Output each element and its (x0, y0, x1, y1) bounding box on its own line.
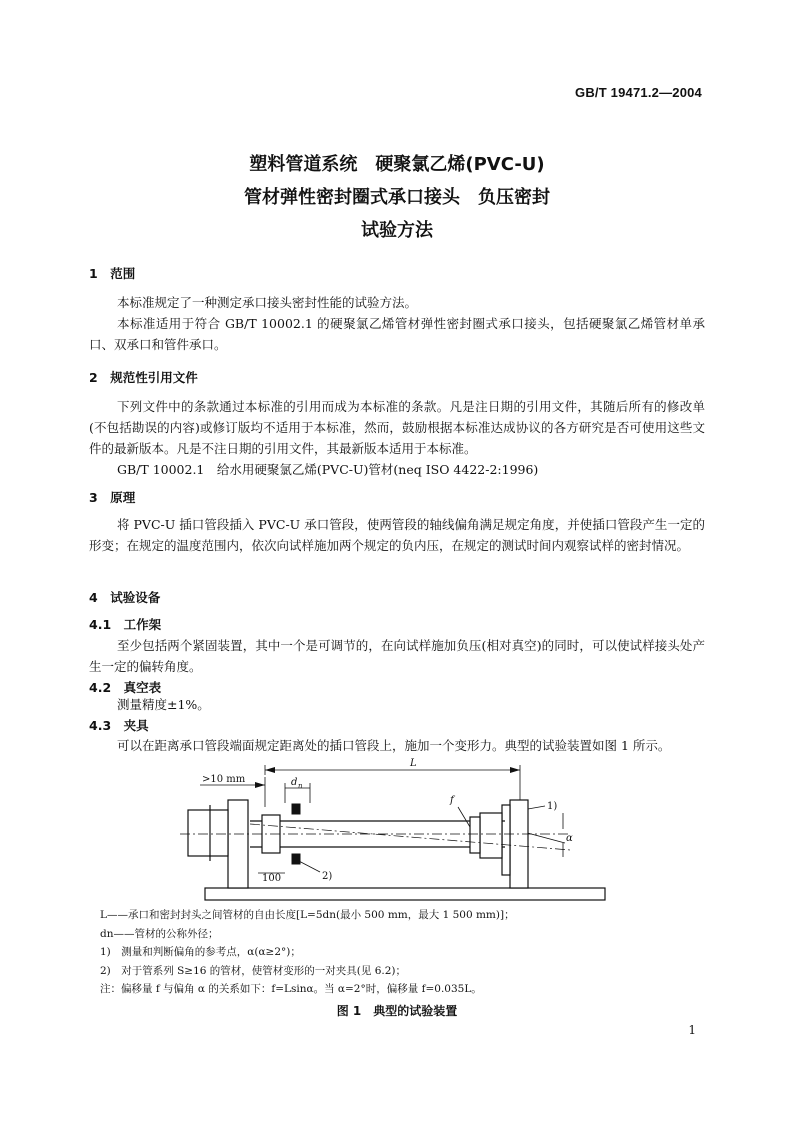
title-line-3: 试验方法 (361, 220, 433, 241)
section-2-body (89, 396, 705, 480)
section-2-reference: GB/T 10002.1 给水用硬聚氯乙烯(PVC-U)管材(neq ISO 4422-2:1996) (117, 462, 539, 477)
section-4-1-body (89, 635, 705, 677)
title-line-1: 塑料管道系统 硬聚氯乙烯(PVC-U) (249, 154, 545, 175)
legend-dn: dn——管材的公称外径； (100, 927, 219, 940)
document-title (0, 148, 794, 247)
section-3-heading: 3 原理 (89, 490, 136, 505)
section-4-3-heading: 4.3 夹具 (89, 718, 149, 733)
section-3-body (89, 514, 705, 556)
label-f: f (450, 795, 454, 806)
section-2-heading: 2 规范性引用文件 (89, 370, 198, 385)
figure-legend (100, 906, 710, 999)
apparatus-frame (188, 800, 605, 900)
section-4-2-para: 测量精度±1%。 (117, 697, 210, 712)
legend-note-1: 1) 测量和判断偏角的参考点，α(α≥2°)； (100, 946, 301, 958)
section-4-3-para: 可以在距离承口管段端面规定距离处的插口管段上，施加一个变形力。典型的试验装置如图 1 所示。 (117, 738, 671, 753)
label-alpha: α (566, 833, 573, 844)
section-4-heading: 4 试验设备 (89, 590, 161, 605)
section-4-2-body (89, 694, 705, 715)
section-1-body (89, 292, 705, 355)
figure-caption: 图 1 典型的试验装置 (336, 1004, 458, 1018)
section-1-para-1: 本标准规定了一种测定承口接头密封性能的试验方法。 (117, 295, 418, 310)
section-4-1-heading: 4.1 工作架 (89, 617, 162, 632)
label-L: L (410, 758, 417, 769)
legend-note-2: 2) 对于管系列 S≥16 的管材，使管材变形的一对夹具(见 6.2)； (100, 964, 407, 977)
label-note-1: 1) (547, 801, 558, 812)
legend-remark: 注：偏移量 f 与偏角 α 的关系如下：f=Lsinα。当 α=2°时，偏移量 f=0.035L。 (100, 983, 482, 995)
test-apparatus-diagram (0, 755, 794, 910)
label-gt10: >10 mm (202, 774, 246, 785)
label-100: 100 (262, 873, 282, 884)
section-4-1-para: 至少包括两个紧固装置，其中一个是可调节的，在向试样施加负压(相对真空)的同时，可以使试样接头处产生一定的偏转角度。 (89, 638, 705, 674)
page-number: 1 (688, 1023, 696, 1037)
section-2-para-1: 下列文件中的条款通过本标准的引用而成为本标准的条款。凡是注日期的引用文件，其随后所有的修改单(不包括勘误的内容)或修订版均不适用于本标准，然而，鼓励根据本标准达成协议的各方研究是否可使用这些文件的最新版本。凡是不注日期的引用文件，其最新版本适用于本标准。 (89, 399, 705, 456)
label-dn-sub: n (298, 782, 303, 790)
label-note-2: 2) (322, 871, 333, 882)
title-line-2: 管材弹性密封圈式承口接头 负压密封 (244, 187, 550, 208)
legend-L: L——承口和密封封头之间管材的自由长度[L=5dn(最小 500 mm，最大 1 500 mm)]； (100, 909, 515, 921)
section-1-heading: 1 范围 (89, 266, 136, 281)
section-3-para-1: 将 PVC-U 插口管段插入 PVC-U 承口管段，使两管段的轴线偏角满足规定角度，并使插口管段产生一定的形变；在规定的温度范围内，依次向试样施加两个规定的负内压，在规定的测试时间内观察试样的密封情况。 (89, 517, 705, 553)
section-1-para-2: 本标准适用于符合 GB/T 10002.1 的硬聚氯乙烯管材弹性密封圈式承口接头，包括硬聚氯乙烯管材单承口、双承口和管件承口。 (89, 316, 705, 352)
section-4-2-heading: 4.2 真空表 (89, 680, 162, 695)
label-dn: d (291, 777, 298, 788)
standard-number: GB/T 19471.2—2004 (575, 85, 702, 100)
section-4-3-body (89, 735, 705, 756)
